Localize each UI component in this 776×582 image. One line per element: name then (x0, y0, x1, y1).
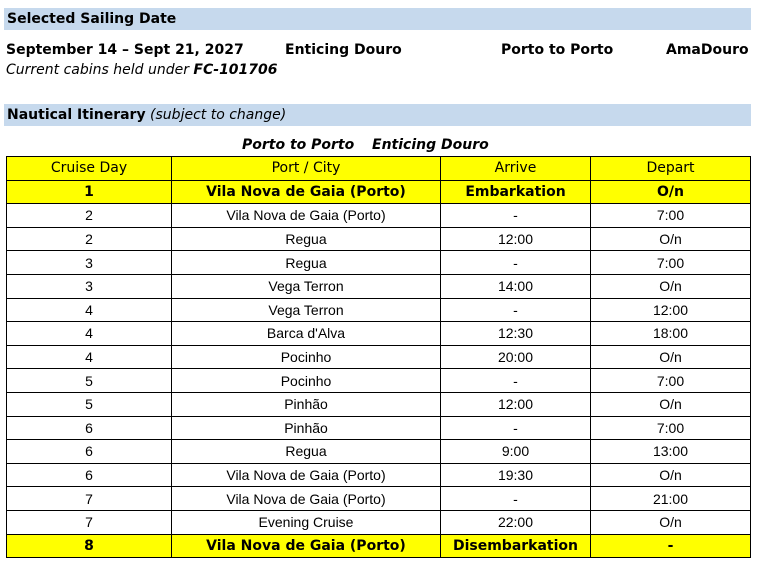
cell-cruise-day: 1 (7, 180, 172, 204)
cell-depart: 7:00 (591, 251, 751, 275)
cell-arrive: - (441, 369, 591, 393)
itinerary-table (6, 156, 751, 558)
cell-arrive: Embarkation (441, 180, 591, 204)
cell-arrive: 9:00 (441, 440, 591, 464)
cell-arrive: - (441, 416, 591, 440)
cell-depart: 7:00 (591, 204, 751, 228)
cell-port-city: Vila Nova de Gaia (Porto) (172, 204, 441, 228)
table-header-row (7, 157, 751, 181)
table-row (7, 298, 751, 322)
cell-arrive: - (441, 204, 591, 228)
cell-cruise-day: 8 (7, 534, 172, 558)
col-port-city: Port / City (172, 157, 441, 181)
itinerary-note: (subject to change) (150, 107, 287, 123)
cell-cruise-day: 5 (7, 392, 172, 416)
itinerary-title: Nautical Itinerary (7, 107, 146, 123)
cell-arrive: 22:00 (441, 510, 591, 534)
cell-arrive: 14:00 (441, 274, 591, 298)
cell-depart: 7:00 (591, 416, 751, 440)
cell-depart: - (591, 534, 751, 558)
table-row (7, 345, 751, 369)
cell-arrive: - (441, 487, 591, 511)
cell-depart: 21:00 (591, 487, 751, 511)
ship-name: AmaDouro (666, 42, 749, 58)
table-row (7, 204, 751, 228)
cabins-held-note (6, 62, 278, 78)
cell-port-city: Vila Nova de Gaia (Porto) (172, 180, 441, 204)
cell-port-city: Vega Terron (172, 298, 441, 322)
cell-port-city: Pocinho (172, 369, 441, 393)
table-row (7, 534, 751, 558)
cell-port-city: Regua (172, 227, 441, 251)
cell-port-city: Pocinho (172, 345, 441, 369)
cell-arrive: 12:30 (441, 322, 591, 346)
cell-cruise-day: 2 (7, 204, 172, 228)
cell-depart: 12:00 (591, 298, 751, 322)
section-title: Selected Sailing Date (7, 11, 177, 27)
cell-port-city: Vila Nova de Gaia (Porto) (172, 463, 441, 487)
cell-port-city: Pinhão (172, 392, 441, 416)
cruise-name: Enticing Douro (285, 42, 402, 58)
cell-cruise-day: 4 (7, 322, 172, 346)
itinerary-cruise-name: Enticing Douro (372, 137, 489, 153)
cell-port-city: Regua (172, 251, 441, 275)
cell-arrive: 12:00 (441, 227, 591, 251)
cell-arrive: - (441, 298, 591, 322)
table-row (7, 510, 751, 534)
cell-cruise-day: 6 (7, 440, 172, 464)
table-row (7, 487, 751, 511)
cell-port-city: Pinhão (172, 416, 441, 440)
cell-arrive: 19:30 (441, 463, 591, 487)
cell-depart: O/n (591, 345, 751, 369)
table-row (7, 180, 751, 204)
sailing-dates: September 14 – Sept 21, 2027 (6, 42, 244, 58)
table-row (7, 416, 751, 440)
table-row (7, 369, 751, 393)
cell-cruise-day: 6 (7, 463, 172, 487)
cell-arrive: Disembarkation (441, 534, 591, 558)
cell-cruise-day: 6 (7, 416, 172, 440)
cell-cruise-day: 3 (7, 251, 172, 275)
cell-arrive: 12:00 (441, 392, 591, 416)
nautical-itinerary-header (4, 104, 751, 126)
cell-depart: 18:00 (591, 322, 751, 346)
cell-depart: O/n (591, 510, 751, 534)
cell-cruise-day: 3 (7, 274, 172, 298)
cabins-code: FC-101706 (193, 62, 278, 78)
cruise-route: Porto to Porto (501, 42, 614, 58)
table-row (7, 227, 751, 251)
table-row (7, 251, 751, 275)
cell-cruise-day: 4 (7, 345, 172, 369)
cell-port-city: Vega Terron (172, 274, 441, 298)
table-row (7, 274, 751, 298)
cell-depart: O/n (591, 274, 751, 298)
col-cruise-day: Cruise Day (7, 157, 172, 181)
cell-cruise-day: 2 (7, 227, 172, 251)
cell-depart: 13:00 (591, 440, 751, 464)
cell-cruise-day: 7 (7, 510, 172, 534)
cabins-prefix: Current cabins held under (6, 62, 194, 78)
itinerary-route: Porto to Porto (242, 137, 355, 153)
cell-cruise-day: 7 (7, 487, 172, 511)
cell-depart: 7:00 (591, 369, 751, 393)
table-row (7, 392, 751, 416)
table-row (7, 463, 751, 487)
cell-arrive: - (441, 251, 591, 275)
table-row (7, 440, 751, 464)
cell-depart: O/n (591, 463, 751, 487)
col-arrive: Arrive (441, 157, 591, 181)
selected-sailing-date-header (4, 8, 751, 30)
cell-depart: O/n (591, 392, 751, 416)
cell-cruise-day: 5 (7, 369, 172, 393)
cell-cruise-day: 4 (7, 298, 172, 322)
cell-port-city: Vila Nova de Gaia (Porto) (172, 534, 441, 558)
cell-port-city: Evening Cruise (172, 510, 441, 534)
cell-arrive: 20:00 (441, 345, 591, 369)
col-depart: Depart (591, 157, 751, 181)
cell-depart: O/n (591, 227, 751, 251)
cell-port-city: Vila Nova de Gaia (Porto) (172, 487, 441, 511)
cell-port-city: Regua (172, 440, 441, 464)
cell-depart: O/n (591, 180, 751, 204)
table-row (7, 322, 751, 346)
cell-port-city: Barca d'Alva (172, 322, 441, 346)
